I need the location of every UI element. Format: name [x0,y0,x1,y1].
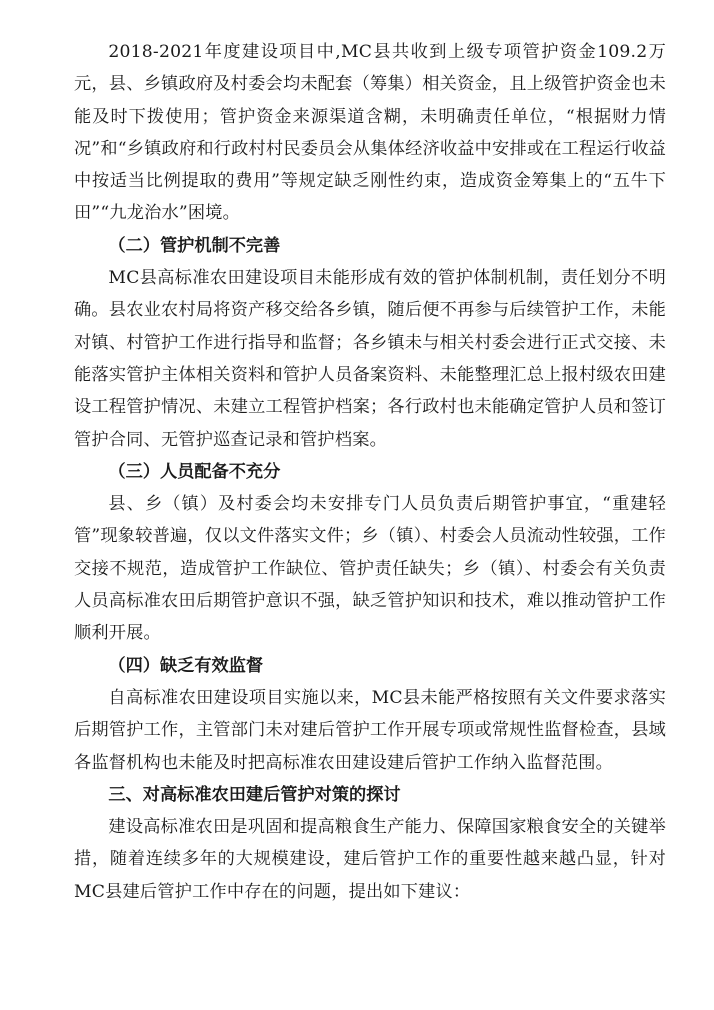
paragraph-funding: 2018-2021年度建设项目中,MC县共收到上级专项管护资金109.2万元，县、乡镇政府及村委会均未配套（筹集）相关资金，且上级管护资金也未能及时下拨使用；管护资金来源渠道含糊，未明确责任单位，“根据财力情况”和“乡镇政府和行政村村民委员会从集体经济收益中安排或在工程运行收益中按适当比例提取的费用”等规定缺乏刚性约束，造成资金筹集上的“五牛下田”“九龙治水”困境。 [74,42,666,224]
paragraph-supervision: 自高标准农田建设项目实施以来，MC县未能严格按照有关文件要求落实后期管护工作，主管部门未对建后管护工作开展专项或常规性监督检查，县域各监督机构也未能及时把高标准农田建设建后管护工作纳入监督范围。 [74,687,666,773]
paragraph-mechanism: MC县高标准农田建设项目未能形成有效的管护体制机制，责任划分不明确。县农业农村局将资产移交给各乡镇，随后便不再参与后续管护工作，未能对镇、村管护工作进行指导和监督；各乡镇未与相关村委会进行正式交接、未能落实管护主体相关资料和管护人员备案资料、未能整理汇总上报村级农田建设工程管护情况、未建立工程管护档案；各行政村也未能确定管护人员和签订管护合同、无管护巡查记录和管护档案。 [74,268,666,450]
heading-staffing: （三）人员配备不充分 [108,461,281,482]
heading-countermeasures: 三、对高标准农田建后管护对策的探讨 [108,784,401,805]
heading-supervision: （四）缺乏有效监督 [108,655,264,676]
paragraph-countermeasures: 建设高标准农田是巩固和提高粮食生产能力、保障国家粮食安全的关键举措，随着连续多年的大规模建设，建后管护工作的重要性越来越凸显，针对MC县建后管护工作中存在的问题，提出如下建议： [74,817,666,902]
document-page [74,36,666,908]
heading-mechanism: （二）管护机制不完善 [108,235,281,256]
paragraph-staffing: 县、乡（镇）及村委会均未安排专门人员负责后期管护事宜，“重建轻管”现象较普遍，仅以文件落实文件；乡（镇）、村委会人员流动性较强，工作交接不规范，造成管护工作缺位、管护责任缺失；乡（镇）、村委会有关负责人员高标准农田后期管护意识不强，缺乏管护知识和技术，难以推动管护工作顺利开展。 [74,494,666,644]
